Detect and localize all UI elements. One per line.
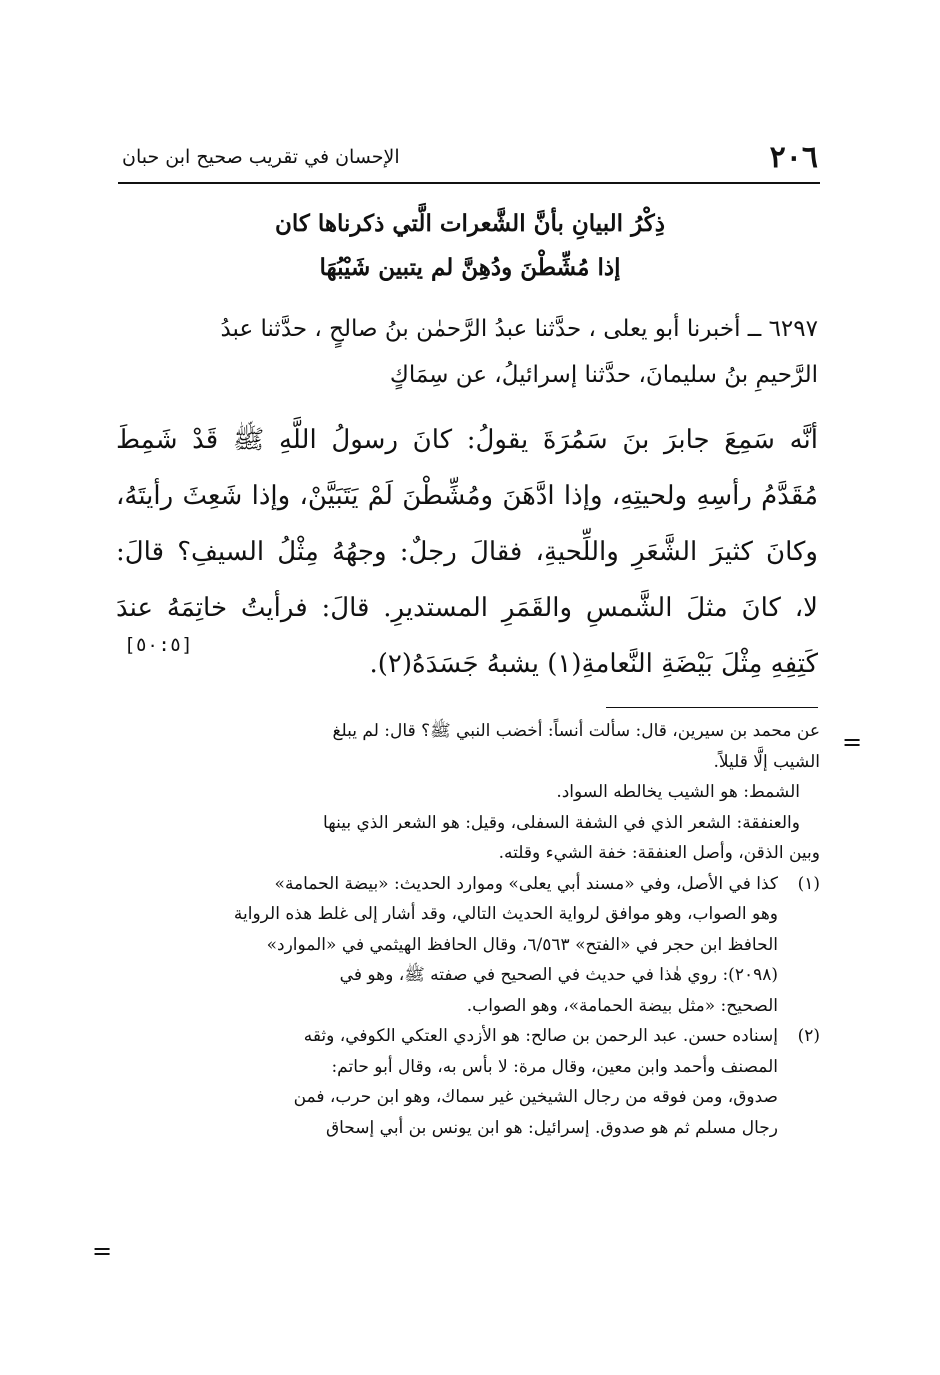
running-title: الإحسان في تقريب صحيح ابن حبان — [122, 146, 400, 168]
hadith-reference: [٥٠:٥] — [124, 634, 193, 656]
hadith-matn — [116, 412, 818, 692]
footnote-definition: والعنفقة: الشعر الذي في الشفة السفلى، وقيل: هو الشعر الذي بينها — [323, 812, 800, 833]
isnad-line-2: الرَّحيمِ بنُ سليمانَ، حدَّثنا إسرائيلُ، عن سِمَاكٍ — [389, 362, 818, 388]
footnote-line: صدوق، ومن فوقه من رجال الشيخين غير سماك، وهو ابن حرب، فمن — [293, 1087, 778, 1107]
footnote-line: (٢٠٩٨): روي هٰذا في حديث في الصحيح في صفته ﷺ، وهو في — [339, 965, 778, 985]
footnote-line: رجال مسلم ثم هو صدوق. إسرائيل: هو ابن يونس بن أبي إسحاق — [325, 1117, 778, 1138]
footnote-line: المصنف وأحمد وابن معين، وقال مرة: لا بأس به، وقال أبو حاتم: — [331, 1056, 778, 1077]
isnad-line-1: ٦٢٩٧ ــ أخبرنا أبو يعلى ، حدَّثنا عبدُ الرَّحمٰن بنُ صالحٍ ، حدَّثنا عبدُ — [220, 316, 818, 342]
matn-line: مُقَدَّمُ رأسِهِ ولحيتِهِ، وإذا ادَّهَنَ ومُشِّطْنَ لَمْ يَتَبَيَّنْ، وإذا شَعِثَ رأيتَهُ، — [116, 481, 818, 511]
chapter-title — [180, 202, 760, 290]
footnotes — [120, 716, 820, 1143]
footnote-separator — [606, 707, 818, 708]
footnote-definition: الشمط: هو الشيب يخالطه السواد. — [556, 782, 800, 802]
footnote-2 — [120, 1021, 820, 1052]
chapter-title-line-2: إذا مُشِّطْنَ ودُهِنَّ لم يتبين شَيْبُهَا — [319, 254, 621, 281]
page-number: ٢٠٦ — [769, 140, 818, 175]
matn-line: أنَّه سَمِعَ جابرَ بنَ سَمُرَةَ يقولُ: كانَ رسولُ اللَّهِ ﷺ قَدْ شَمِطَ — [116, 425, 818, 455]
footnote-line: الشيب إلَّا قليلاً. — [713, 751, 820, 772]
header-rule — [118, 182, 820, 184]
footnote-line: الحافظ ابن حجر في «الفتح» ٦/٥٦٣، وقال الحافظ الهيثمي في «الموارد» — [266, 934, 778, 955]
continuation-mark-top: = — [842, 728, 863, 756]
matn-line: لا، كانَ مثلَ الشَّمسِ والقَمَرِ المستديرِ. قالَ: فرأيتُ خاتِمَهُ عندَ — [116, 593, 818, 623]
footnote-1 — [120, 869, 820, 900]
matn-line: كَتِفِهِ مِثْلَ بَيْضَةِ النَّعامةِ(١) يشبهُ جَسَدَهُ(٢). — [369, 649, 818, 679]
hadith-isnad — [118, 306, 818, 398]
footnote-line: عن محمد بن سيرين، قال: سألت أنساً: أخضب النبي ﷺ؟ قال: لم يبلغ — [332, 721, 820, 741]
footnote-1-marker: (١) — [797, 873, 820, 894]
footnote-line: وبين الذقن، وأصل العنفقة: خفة الشيء وقلته. — [498, 843, 820, 863]
footnote-line: الصحيح: «مثل بيضة الحمامة»، وهو الصواب. — [466, 995, 778, 1016]
page-header — [118, 138, 818, 178]
footnote-2-marker: (٢) — [797, 1026, 820, 1046]
chapter-title-line-1: ذِكْرُ البيانِ بأنَّ الشَّعرات الَّتي ذكرناها كان — [275, 210, 665, 237]
footnote-1-text: كذا في الأصل، وفي «مسند أبي يعلى» وموارد الحديث: «بيضة الحمامة» — [274, 873, 778, 894]
footnote-line: وهو الصواب، وهو موافق لرواية الحديث التالي، وقد أشار إلى غلط هذه الرواية — [233, 904, 778, 924]
matn-line: وكانَ كثيرَ الشَّعَرِ واللِّحيةِ، فقالَ رجلٌ: وجهُهُ مِثْلُ السيفِ؟ قالَ: — [116, 537, 818, 567]
footnote-2-text: إسناده حسن. عبد الرحمن بن صالح: هو الأزدي العتكي الكوفي، وثقه — [303, 1026, 778, 1046]
continuation-mark-bottom: = — [92, 1237, 113, 1265]
